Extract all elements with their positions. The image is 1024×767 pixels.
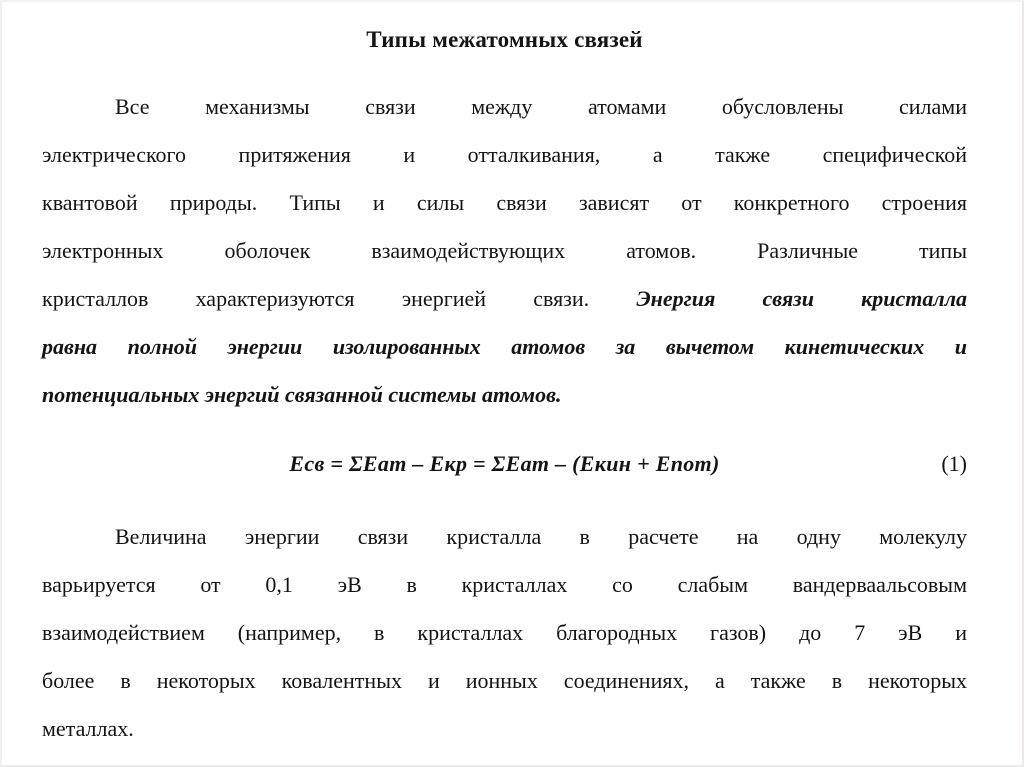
text-line [42, 657, 967, 705]
text-line [42, 561, 967, 609]
body-text: кристаллов характеризуются энергией связи. [42, 286, 637, 311]
body-text: Все механизмы связи между атомами обусловлены силами [115, 94, 967, 119]
body-text: квантовой природы. Типы и силы связи зависят от конкретного строения [42, 190, 967, 215]
text-line [42, 83, 967, 131]
intro-paragraph [42, 83, 967, 419]
formula-row [42, 440, 967, 488]
formula-number: (1) [941, 451, 967, 476]
emphasized-text: Энергия связи кристалла [636, 286, 967, 311]
text-line [42, 323, 967, 371]
body-text: электрического притяжения и отталкивания, а также специфической [42, 142, 967, 167]
text-line [42, 227, 967, 275]
body-text: более в некоторых ковалентных и ионных соединениях, а также в некоторых [42, 668, 967, 693]
binding-energy-formula: Есв = ΣЕат – Екр = ΣЕат – (Екин + Епот) [289, 451, 720, 476]
text-line [42, 705, 967, 753]
body-text: металлах. [42, 716, 134, 741]
emphasized-text: потенциальных энергий связанной системы атомов. [42, 382, 562, 407]
body-text: электронных оболочек взаимодействующих атомов. Различные типы [42, 238, 967, 263]
body-text: варьируется от 0,1 эВ в кристаллах со слабым вандерваальсовым [42, 572, 967, 597]
text-line [42, 275, 967, 323]
body-text: взаимодействием (например, в кристаллах благородных газов) до 7 эВ и [42, 620, 967, 645]
emphasized-text: равна полной энергии изолированных атомов за вычетом кинетических и [42, 334, 967, 359]
binding-energy-value-paragraph [42, 513, 967, 753]
text-line [42, 609, 967, 657]
text-line [42, 371, 967, 419]
body-text: Величина энергии связи кристалла в расчете на одну молекулу [115, 524, 967, 549]
text-line [42, 513, 967, 561]
text-line [42, 131, 967, 179]
text-line [42, 179, 967, 227]
page-title: Типы межатомных связей [366, 27, 643, 52]
